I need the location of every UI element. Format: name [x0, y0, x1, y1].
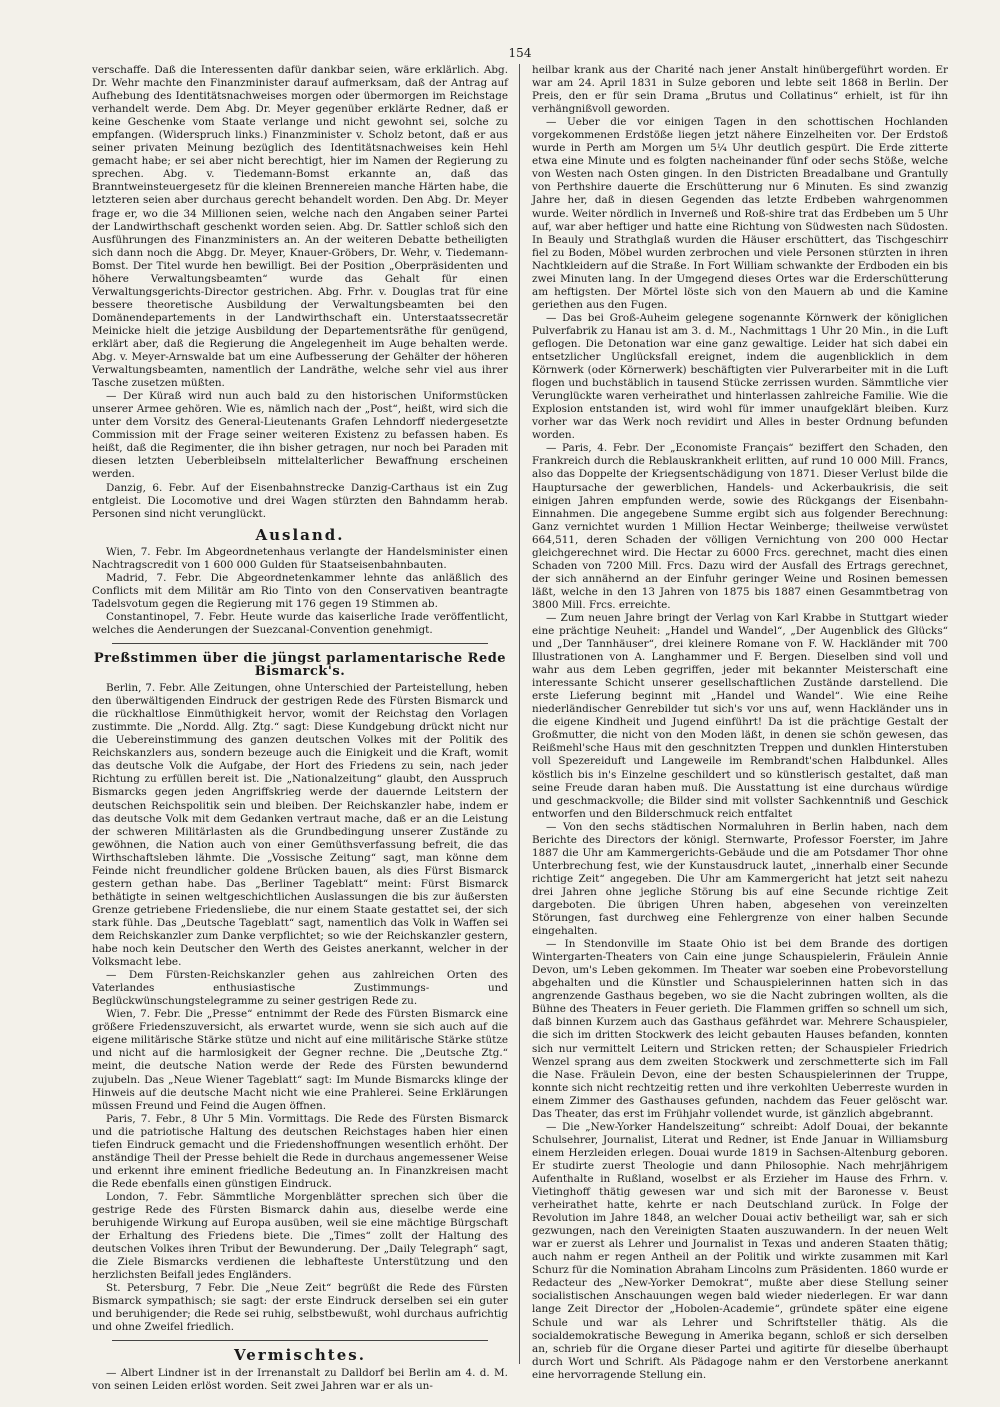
- page-number: 154: [508, 46, 532, 60]
- press-articles: [92, 682, 508, 1334]
- article-paragraph: — Ueber die vor einigen Tagen in den schottischen Hochlanden vorgekommenen Erdstöße liegen jetzt nähere Einzelheiten vor. Der Erdstoß wurde in Perth am Morgen um 5¼ Uhr deutlich gespürt. Die Erde zitterte etwa eine Minute und es folgten nacheinander fünf oder sechs Stöße, welche von Westen nach Osten gingen. In den Districten Breadalbane und Grantully von Perthshire dauerte die Erschütterung nur 6 Minuten. Es sind zwanzig Jahre her, daß in diesen Gegenden das letzte Erdbeben wahrgenommen wurde. Weiter nördlich in Inverneß und Roß-shire trat das Erdbeben um 5 Uhr auf, war aber heftiger und hatte eine Richtung von Südwesten nach Südosten. In Beauly und Strathglaß wurden die Häuser erschüttert, das Tischgeschirr fiel zu Boden, Möbel wurden zerbrochen und viele Personen stürzten in ihren Nachtkleidern auf die Straße. In Fort William schwankte der Erdboden ein bis zwei Minuten lang. In der Umgegend dieses Ortes war die Erderschütterung am heftigsten. Der Mörtel löste sich von den Mauern ab und die Kamine geriethen aus den Fugen.: [532, 116, 948, 311]
- article-paragraph: verschaffe. Daß die Interessenten dafür dankbar seien, wäre erklärlich. Abg. Dr. Wehr machte den Finanzminister darauf aufmerksam, daß der Antrag auf Aufhebung des Identitätsnachweises morgen oder übermorgen im Reichstage verhandelt werde. Dem Abg. Dr. Meyer gegenüber erklärte Redner, daß er keine Geschenke vom Staate verlange und nicht gewohnt sei, solche zu empfangen. (Widerspruch links.) Finanzminister v. Scholz betont, daß er aus seiner privaten Meinung bezüglich des Identitätsnachweises kein Hehl gemacht habe; er sei aber nicht berechtigt, hier im Namen der Regierung zu sprechen. Abg. v. Tiedemann-Bomst erkannte an, daß das Branntweinsteuergesetz für die kleinen Brennereien manche Härten habe, die letzteren seien aber durchaus gerecht behandelt worden. Den Abg. Dr. Meyer frage er, wo die 34 Millionen seien, welche nach den Angaben seiner Partei der Landwirthschaft geschenkt worden seien. Abg. Dr. Sattler schloß sich den Ausführungen des Finanzministers an. An der weiteren Debatte betheiligten sich dann noch die Abgg. Dr. Meyer, Knauer-Gröbers, Dr. Wehr, v. Tiedemann-Bomst. Der Titel wurde hen bewilligt. Bei der Position „Oberpräsidenten und höhere Verwaltungsbeamten“ wurde das Gehalt für einen Verwaltungsgerichts-Director gestrichen. Abg. Frhr. v. Douglas trat für eine bessere theoretische Ausbildung der Verwaltungsbeamten bei den Domänendepartements in der Landwirthschaft ein. Unterstaatssecretär Meinicke hielt die jetzige Ausbildung der Departementsräthe für genügend, erklärt aber, daß die Regierung die Angelegenheit im Auge behalten werde. Abg. v. Meyer-Arnswalde bat um eine Aufbesserung der Gehälter der höheren Verwaltungsbeamten, namentlich der Landräthe, welche sehr viel aus ihrer Tasche zusetzen müßten.: [92, 64, 508, 390]
- article-paragraph: London, 7. Febr. Sämmtliche Morgenblätter sprechen sich über die gestrige Rede des Fürsten Bismarck dahin aus, dieselbe werde eine beruhigende Wirkung auf Europa ausüben, weil sie eine mächtige Bürgschaft der Erhaltung des Friedens biete. Die „Times“ zollt der Haltung des deutschen Volkes ihren Tribut der Bewunderung. Der „Daily Telegraph“ sagt, die Ziele Bismarcks verdienen die lebhafteste Unterstützung und den herzlichsten Beifall jedes Engländers.: [92, 1190, 508, 1282]
- article-paragraph: — Albert Lindner ist in der Irrenanstalt zu Dalldorf bei Berlin am 4. d. M. von seinen Leiden erlöst worden. Seit zwei Jahren war er als un-: [92, 1366, 508, 1392]
- article-paragraph: — Paris, 4. Febr. Der „Economiste Français“ beziffert den Schaden, den Frankreich durch die Reblauskrankheit erlitten, auf rund 10 000 Mill. Francs, also das Doppelte der Kriegsentschädigung von 1871. Dieser Verlust bilde die Hauptursache der gewerblichen, Handels- und Ackerbaukrisis, die seit einigen Jahren empfunden werde, sowie des Rückgangs der Eisenbahn-Einnahmen. Die angegebene Summe ergibt sich aus folgender Berechnung: Ganz vernichtet wurden 1 Million Hectar Weinberge; theilweise verwüstet 664,511, deren Schaden der völligen Vernichtung von 200 000 Hectar gleichgerechnet wird. Die Hectar zu 6000 Frcs. gerechnet, macht dies einen Schaden von 7200 Mill. Frcs. Dazu wird der Ausfall des Ertrags gerechnet, der sich annähernd an der Einfuhr geringer Weine und Rosinen bemessen läßt, welche in den 13 Jahren von 1875 bis 1887 einen Gesammtbetrag von 3800 Mill. Frcs. erreichte.: [532, 442, 948, 611]
- article-paragraph: — Von den sechs städtischen Normaluhren in Berlin haben, nach dem Berichte des Directors der königl. Sternwarte, Professor Foerster, im Jahre 1887 die Uhr am Kammergerichts-Gebäude und die am Potsdamer Thor ohne Unterbrechung fest, wie der Kunstausdruck lautet, „innerhalb einer Secunde richtige Zeit“ angegeben. Die Uhr am Kammergericht hat jetzt seit nahezu drei Jahren ohne jegliche Störung bis auf eine Secunde richtige Zeit dargeboten. Die übrigen Uhren haben, abgesehen von vereinzelten Störungen, fast durchweg eine Fehlergrenze von einer halben Secunde eingehalten.: [532, 820, 948, 938]
- section-heading-ausland: Ausland.: [255, 525, 345, 544]
- article-paragraph: Wien, 7. Febr. Im Abgeordnetenhaus verlangte der Handelsminister einen Nachtragscredit von 1 600 000 Gulden für Staatseisenbahnbauten.: [92, 545, 508, 571]
- right-column: [532, 64, 948, 1382]
- left-column: [92, 64, 508, 1392]
- intro-articles: [92, 64, 508, 521]
- article-paragraph: Madrid, 7. Febr. Die Abgeordnetenkammer lehnte das anläßlich des Conflicts mit dem Militär am Rio Tinto von den Conservativen beantragte Tadelsvotum gegen die Regierung mit 176 gegen 19 Stimmen ab.: [92, 571, 508, 610]
- section-heading-misc: Vermischtes.: [234, 1346, 366, 1365]
- article-paragraph: — Zum neuen Jahre bringt der Verlag von Karl Krabbe in Stuttgart wieder eine prächtige Neuheit: „Handel und Wandel“, „Der Augenblick des Glücks“ und „Der Tannhäuser“, drei kleinere Romane von F. W. Hackländer mit 700 Illustrationen von A. Langhammer und F. Bergen. Dieselben sind voll und wahr aus dem Leben gegriffen, jeder mit bekannter Meisterschaft eine interessante Schicht unserer gesellschaftlichen Zustände darstellend. Die erste Lieferung beginnt mit „Handel und Wandel“. Wie eine Reihe niederländischer Genrebilder tut sich's vor uns auf, wenn Hackländer uns in die eigene Kindheit und Jugend einführt! Da ist die prächtige Gestalt der Großmutter, die nicht von den Moden läßt, in denen sie schön gewesen, das Reißmehl'sche Haus mit den geschnitzten Treppen und dunklen Hinterstuben voll Spezereiduft und Langeweile im Rembrandt'schen Halbdunkel. Alles köstlich bis in's Einzelne geschildert und so künstlerisch gestaltet, daß man seine Freude daran haben muß. Die Ausstattung ist eine durchaus würdige und geschmackvolle; die Bilder sind mit vollster Sachkenntniß und Geschick entworfen und den Bilderschmuck reich entfaltet: [532, 611, 948, 820]
- article-paragraph: — Der Küraß wird nun auch bald zu den historischen Uniformstücken unserer Armee gehören. Wie es, nämlich nach der „Post“, heißt, wird sich die unter dem Vorsitz des General-Lieutenants Grafen Lehndorff niedergesetzte Commission mit der Frage seiner weiteren Existenz zu befassen haben. Es heißt, daß die Regimenter, die ihn bisher getragen, nur noch bei Paraden mit diesen letzten Ueberbleibseln mittelalterlicher Bewaffnung erscheinen werden.: [92, 390, 508, 481]
- article-paragraph: Wien, 7. Febr. Die „Presse“ entnimmt der Rede des Fürsten Bismarck eine größere Friedenszuversicht, als erwartet wurde, wenn sie sich auch auf die eigene militärische Stärke stütze und nicht auf eine militärische Stärke stütze und nicht auf die harmlosigkeit der Gegner rechne. Die „Deutsche Ztg.“ meint, die deutsche Nation werde der Rede des Fürsten bewundernd zujubeln. Das „Neue Wiener Tageblatt“ sagt: Im Munde Bismarcks klinge der Hinweis auf die deutsche Macht nicht wie eine Prahlerei. Seine Erklärungen müssen Freund und Feind die Augen öffnen.: [92, 1008, 508, 1112]
- article-paragraph: — Das bei Groß-Auheim gelegene sogenannte Körnwerk der königlichen Pulverfabrik zu Hanau ist am 3. d. M., Nachmittags 1 Uhr 20 Min., in die Luft geflogen. Die Detonation war eine ganz gewaltige. Leider hat sich dabei ein entsetzlicher Unglücksfall ereignet, indem die augenblicklich in dem Körnwerk (oder Körnerwerk) beschäftigten vier Pulverarbeiter mit in die Luft flogen und buchstäblich in tausend Stücke zerrissen wurden. Sämmtliche vier Verunglückte waren verheirathet und hinterlassen zahlreiche Familie. Wie die Explosion entstanden ist, wird wohl für immer unaufgeklärt bleiben. Kurz vorher war das Werk noch revidirt und Alles in bester Ordnung befunden worden.: [532, 311, 948, 442]
- section-divider: [112, 1340, 488, 1341]
- column-divider: [519, 64, 520, 1364]
- article-paragraph: — In Stendonville im Staate Ohio ist bei dem Brande des dortigen Wintergarten-Theaters von Cain eine junge Schauspielerin, Fräulein Annie Devon, um's Leben gekommen. Im Theater war soeben eine Probevorstellung abgehalten und die Künstler und Schauspielerinnen hatten sich in das angrenzende Gasthaus begeben, wo sie die Nacht zubringen wollten, als die Bühne des Theaters in Feuer gerieth. Die Flammen griffen so schnell um sich, daß binnen Kurzem auch das Gasthaus gefährdet war. Mehrere Schauspieler, die sich im dritten Stockwerk des leicht gebauten Hauses befanden, konnten sich nur vermittelt Leitern und Stricken retten; der Schauspieler Friedrich Wenzel sprang aus dem zweiten Stockwerk und zerschmetterte sich im Fall die Nase. Fräulein Devon, eine der besten Schauspielerinnen der Truppe, konnte sich nicht rechtzeitig retten und ihre verkohlten Ueberreste wurden in einem Zimmer des Gasthauses gefunden, nachdem das Feuer gelöscht war. Das Theater, das erst im Frühjahr vollendet wurde, ist gänzlich abgebrannt.: [532, 938, 948, 1120]
- article-paragraph: — Dem Fürsten-Reichskanzler gehen aus zahlreichen Orten des Vaterlandes enthusiastische Zustimmungs- und Beglückwünschungstelegramme zu seiner gestrigen Rede zu.: [92, 969, 508, 1008]
- misc-articles: [92, 1367, 508, 1393]
- article-paragraph: Danzig, 6. Febr. Auf der Eisenbahnstrecke Danzig-Carthaus ist ein Zug entgleist. Die Locomotive und drei Wagen stürzten den Bahndamm herab. Personen sind nicht verunglückt.: [92, 481, 508, 520]
- article-paragraph: — Die „New-Yorker Handelszeitung“ schreibt: Adolf Douai, der bekannte Schulsehrer, Journalist, Literat und Redner, ist Ende Januar in Williamsburg einem Herzleiden erlegen. Douai wurde 1819 in Sachsen-Altenburg geboren. Er studirte zuerst Theologie und dann Philosophie. Nach mehrjährigem Aufenthalte in Rußland, woselbst er als Erzieher im Hause des Frhrn. v. Vietinghoff thätig gewesen war und sich mit der Baronesse v. Beust verheirathet hatte, kehrte er nach Deutschland zurück. In Folge der Revolution im Jahre 1848, an welcher Douai activ betheiligt war, sah er sich gezwungen, nach den Vereinigten Staaten auszuwandern. In der neuen Welt war er zuerst als Lehrer und Journalist in Texas und anderen Staaten thätig; auch nahm er regen Antheil an der Politik und wirkte zusammen mit Karl Schurz für die Nomination Abraham Lincolns zum Präsidenten. 1860 wurde er Redacteur des „New-Yorker Demokrat“, mußte aber diese Stellung seiner socialistischen Anschauungen wegen bald wieder niederlegen. Er war dann lange Zeit Director der „Hobolen-Academie“, gründete später eine eigene Schule und war als Lehrer und Schriftsteller thätig. Als die socialdemokratische Bewegung in Amerika begann, schloß er sich derselben an, schrieb für die Organe dieser Partei und agitirte für dieselbe überhaupt durch Wort und Schrift. Als Pädagoge nahm er den Verstorbene anerkannt eine hervorragende Stellung ein.: [532, 1120, 948, 1381]
- article-paragraph: Constantinopel, 7. Febr. Heute wurde das kaiserliche Irade veröffentlicht, welches die Aenderungen der Suezcanal-Convention genehmigt.: [92, 610, 508, 636]
- article-paragraph: St. Petersburg, 7 Febr. Die „Neue Zeit“ begrüßt die Rede des Fürsten Bismarck sympathisch; sie sagt: der erste Eindruck derselben sei ein guter und beruhigender; die Rede sei ruhig, selbstbewußt, wohl durchaus aufrichtig und ohne Zweifel friedlich.: [92, 1282, 508, 1334]
- article-paragraph: Paris, 7. Febr., 8 Uhr 5 Min. Vormittags. Die Rede des Fürsten Bismarck und die patriotische Haltung des deutschen Reichstages haben hier einen tiefen Eindruck gemacht und die Friedenshoffnungen wesentlich erhöht. Der anständige Theil der Presse behielt die Rede in durchaus angemessener Weise und erkennt ihre eminent friedliche Bedeutung an. In Finanzkreisen macht die Rede ebenfalls einen günstigen Eindruck.: [92, 1112, 508, 1190]
- section-heading-press: Preßstimmen über die jüngst parlamentarische Rede Bismarck's.: [93, 651, 507, 680]
- newspaper-page: [92, 46, 948, 1392]
- ausland-articles: [92, 546, 508, 637]
- section-divider: [112, 643, 488, 644]
- article-paragraph: Berlin, 7. Febr. Alle Zeitungen, ohne Unterschied der Parteistellung, heben den überwältigenden Eindruck der gestrigen Rede des Fürsten Bismarck und die rückhaltlose Einmüthigkeit hervor, womit der Reichstag den Vorlagen zustimmte. Die „Nordd. Allg. Ztg.“ sagt: Diese Kundgebung drückt nicht nur die Uebereinstimmung des ganzen deutschen Volkes mit der Politik des Reichskanzlers aus, sondern bezeuge auch die Einigkeit und die Kraft, womit das deutsche Volk die Aufgabe, der Hort des Friedens zu sein, nach jeder Richtung zu erfüllen bereit ist. Die „Nationalzeitung“ glaubt, den Ausspruch Bismarcks gegen jeden Angriffskrieg werde der dauernde Leitstern der deutschen Reichspolitik sein und bleiben. Der Reichskanzler habe, indem er das deutsche Volk mit dem Gedanken vertraut mache, daß er an die Leistung der schweren Militärlasten als die Grundbedingung unserer Zustände zu gewöhnen, die Nation auch von einer Gemüthsverfassung befreit, die das Wirthschaftsleben lähmte. Die „Vossische Zeitung“ sagt, man könne dem Feinde nicht freundlicher goldene Brücken bauen, als dies Fürst Bismarck gestern gethan habe. Das „Berliner Tageblatt“ meint: Fürst Bismarck bethätigte in seinen weltgeschichtlichen Auslassungen die bis zur äußersten Grenze getriebene Friedensliebe, die nur einem Staate gestattet sei, der sich stark fühle. Das „Deutsche Tageblatt“ sagt, namentlich das Volk in Waffen sei dem Reichskanzler zum Danke verpflichtet; so wie der Reichskanzler gestern, habe noch kein Deutscher den Werth des Geistes anerkannt, welcher in der Volksmacht lebe.: [92, 682, 508, 969]
- article-paragraph: heilbar krank aus der Charité nach jener Anstalt hinübergeführt worden. Er war am 24. April 1831 in Sulze geboren und lebte seit 1868 in Berlin. Der Preis, den er für sein Drama „Brutus und Collatinus“ erhielt, ist für ihn verhängnißvoll geworden.: [532, 64, 948, 116]
